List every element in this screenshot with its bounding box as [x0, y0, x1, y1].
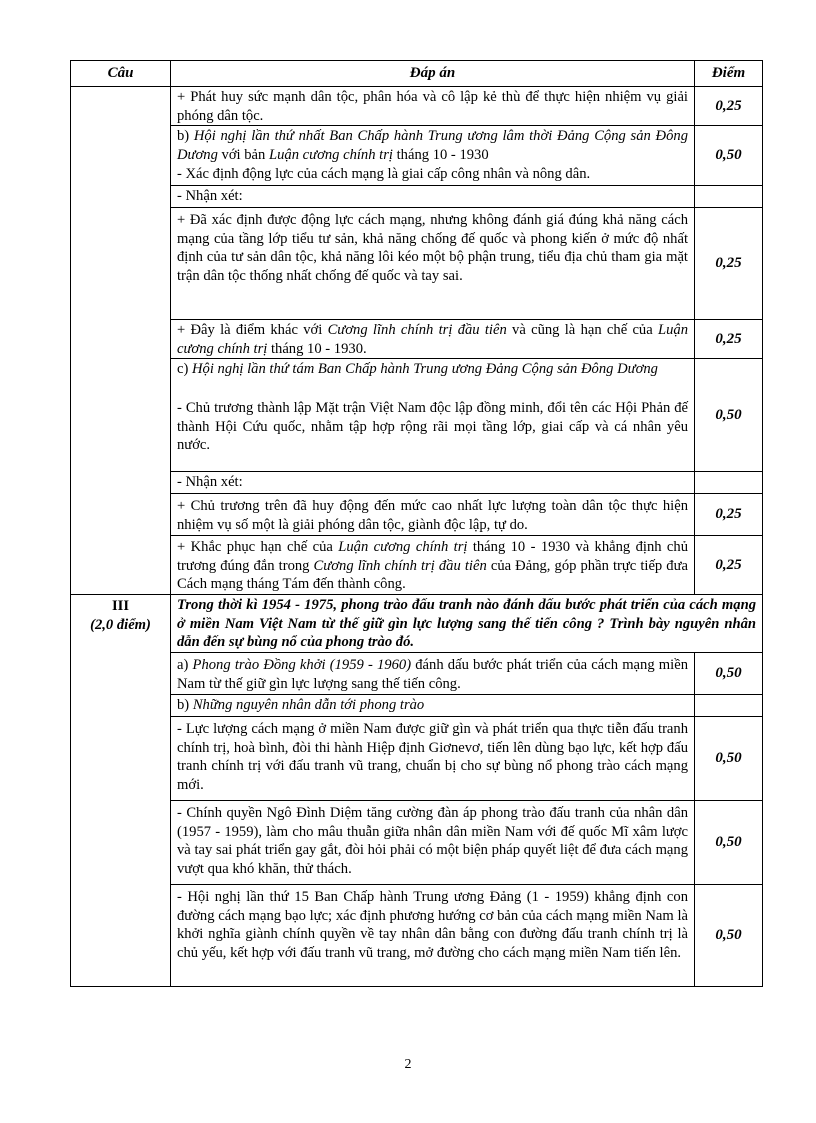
points-value: 0,25	[695, 87, 763, 126]
page-number: 2	[404, 1057, 412, 1072]
answer-text: + Chủ trương trên đã huy động đến mức cao nhất lực lượng toàn dân tộc thực hiện nhiệm vụ số một là giải phóng dân tộc, giành độc lập, tự do.	[177, 498, 688, 533]
table-row	[71, 695, 763, 717]
table-row	[71, 717, 763, 801]
points-value: 0,25	[695, 536, 763, 595]
question-row	[71, 595, 763, 653]
points-value: 0,50	[695, 126, 763, 186]
table-row	[71, 494, 763, 536]
table-row	[71, 320, 763, 359]
header-points: Điểm	[695, 61, 763, 87]
points-value: 0,50	[695, 885, 763, 987]
points-value: 0,50	[695, 359, 763, 472]
answer-text: - Lực lượng cách mạng ở miền Nam được giữ gìn và phát triển qua thực tiễn đấu tranh chính trị, hoà bình, đòi thi hành Hiệp định Giơnevơ, tiến lên dùng bạo lực, kết hợp đấu tranh chính trị với đấu tranh vũ trang, chuẩn bị cho sự bùng nổ phong trào cách mạng mới.	[177, 721, 688, 793]
points-value: 0,25	[695, 320, 763, 359]
question-number: III	[111, 598, 130, 614]
table-row	[71, 536, 763, 595]
points-value: 0,50	[695, 717, 763, 801]
answer-text: + Đây là điểm khác với Cương lĩnh chính trị đầu tiên và cũng là hạn chế của Luận cương chính trị tháng 10 - 1930.	[177, 322, 689, 357]
points-value: 0,25	[695, 208, 763, 320]
answer-text: + Khắc phục hạn chế của Luận cương chính trị tháng 10 - 1930 và khẳng định chủ trương đúng đắn trong Cương lĩnh chính trị đầu tiên của Đảng, góp phần trực tiếp đưa Cách mạng tháng Tám đến thành công.	[177, 539, 688, 592]
answer-text: - Chủ trương thành lập Mặt trận Việt Nam độc lập đồng minh, đổi tên các Hội Phản đế thành Hội Cứu quốc, nhằm tập hợp rộng rãi mọi tầng lớp, giai cấp và cá nhân yêu nước.	[177, 400, 688, 453]
answer-heading: b) Hội nghị lần thứ nhất Ban Chấp hành Trung ương lâm thời Đảng Cộng sản Đông Dương với bản Luận cương chính trị tháng 10 - 1930	[177, 128, 688, 163]
question-number-cell	[71, 595, 171, 987]
answer-text: - Nhận xét:	[177, 188, 243, 204]
answer-text: + Đã xác định được động lực cách mạng, nhưng không đánh giá đúng khả năng cách mạng của tầng lớp tiểu tư sản, khả năng chống đế quốc và phong kiến ở mức độ nhất định của tư sản dân tộc, khả năng lôi kéo một bộ phận trung, tiểu địa chủ tham gia mặt trận dân tộc thống nhất chống đế quốc và tay sai.	[177, 212, 688, 284]
answer-text: - Nhận xét:	[177, 474, 243, 490]
answer-heading: c) Hội nghị lần thứ tám Ban Chấp hành Trung ương Đảng Cộng sản Đông Dương	[177, 361, 658, 377]
table-row	[71, 359, 763, 472]
answer-text: + Phát huy sức mạnh dân tộc, phân hóa và cô lập kẻ thù để thực hiện nhiệm vụ giải phóng dân tộc.	[177, 89, 688, 124]
header-answer: Đáp án	[171, 61, 695, 87]
answer-heading: b) Những nguyên nhân dẫn tới phong trào	[177, 697, 425, 713]
question-text: Trong thời kì 1954 - 1975, phong trào đấu tranh nào đánh dấu bước phát triển của cách mạng ở miền Nam Việt Nam từ thế giữ gìn lực lượng sang thế tiến công ? Trình bày nguyên nhân dẫn đến sự bùng nổ của phong trào đó.	[177, 597, 756, 650]
question-cell-empty	[71, 87, 171, 595]
answer-text: a) Phong trào Đồng khởi (1959 - 1960) đánh dấu bước phát triển của cách mạng miền Nam từ thế giữ gìn lực lượng sang thế tiến công.	[177, 657, 688, 692]
header-question: Câu	[71, 61, 171, 87]
answer-text: - Xác định động lực của cách mạng là giai cấp công nhân và nông dân.	[177, 166, 591, 182]
table-header-row	[71, 61, 763, 87]
answer-text: - Chính quyền Ngô Đình Diệm tăng cường đàn áp phong trào đấu tranh của nhân dân (1957 - 1959), làm cho mâu thuẫn giữa nhân dân miền Nam với đế quốc Mĩ xâm lược và tay sai phát triển gay gắt, đòi hỏi phải có một biện pháp quyết liệt để đưa cách mạng vượt qua khó khăn, thử thách.	[177, 805, 688, 877]
question-max-points: (2,0 điểm)	[90, 617, 151, 633]
answer-text: - Hội nghị lần thứ 15 Ban Chấp hành Trung ương Đảng (1 - 1959) khẳng định con đường cách mạng bạo lực; xác định phương hướng cơ bản của cách mạng miền Nam là khởi nghĩa giành chính quyền về tay nhân dân bằng con đường đấu tranh chính trị là chủ yếu, kết hợp với đấu tranh vũ trang, mở đường cho cách mạng miền Nam tiến lên.	[177, 889, 688, 961]
points-value: 0,50	[695, 801, 763, 885]
table-row	[71, 801, 763, 885]
table-row	[71, 126, 763, 186]
table-row	[71, 186, 763, 208]
table-row	[71, 885, 763, 987]
answer-key-table	[70, 60, 763, 987]
table-row	[71, 87, 763, 126]
table-row	[71, 653, 763, 695]
points-value: 0,25	[695, 494, 763, 536]
table-row	[71, 208, 763, 320]
table-row	[71, 472, 763, 494]
points-value: 0,50	[695, 653, 763, 695]
